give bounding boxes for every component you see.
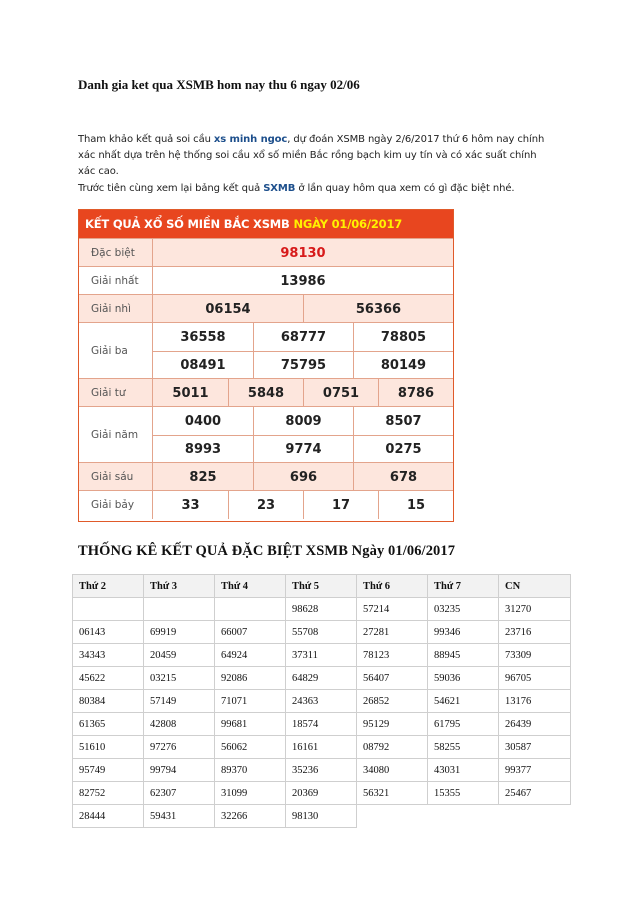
stats-cell: 56062 <box>215 736 286 759</box>
lottery-number: 696 <box>253 463 353 491</box>
lottery-prize-label: Giải năm <box>79 407 153 463</box>
lottery-number: 13986 <box>280 273 326 289</box>
lottery-number: 36558 <box>180 329 226 345</box>
table-row <box>73 667 571 690</box>
stats-cell: 99377 <box>499 759 571 782</box>
intro2-text-post: ở lần quay hôm qua xem có gì đặc biệt nhé. <box>295 183 515 194</box>
stats-cell: 73309 <box>499 644 571 667</box>
lottery-number: 98130 <box>153 239 453 267</box>
lottery-number: 8507 <box>353 407 453 435</box>
stats-cell: 98130 <box>286 805 357 828</box>
stats-cell: 57149 <box>144 690 215 713</box>
intro2-text-pre: Trước tiên cùng xem lại bảng kết quả <box>78 183 264 194</box>
stats-cell: 66007 <box>215 621 286 644</box>
stats-cell: 30587 <box>499 736 571 759</box>
stats-cell: 56321 <box>357 782 428 805</box>
stats-cell: 88945 <box>428 644 499 667</box>
lottery-row <box>79 490 453 519</box>
stats-cell: 35236 <box>286 759 357 782</box>
stats-header-cell: CN <box>499 575 571 598</box>
lottery-number: 0751 <box>303 379 378 407</box>
stats-cell: 23716 <box>499 621 571 644</box>
stats-title: THỐNG KÊ KẾT QUẢ ĐẶC BIỆT XSMB Ngày 01/06/2017 <box>78 543 456 559</box>
stats-cell: 42808 <box>144 713 215 736</box>
lottery-header-date: NGÀY 01/06/2017 <box>293 217 403 231</box>
stats-cell: 18574 <box>286 713 357 736</box>
lottery-row <box>79 266 453 295</box>
stats-cell: 55708 <box>286 621 357 644</box>
lottery-number: 8786 <box>378 379 453 407</box>
stats-cell: 58255 <box>428 736 499 759</box>
table-row <box>73 805 571 828</box>
lottery-prize-label: Giải nhất <box>79 267 153 295</box>
table-row <box>73 644 571 667</box>
lottery-header <box>79 210 453 238</box>
stats-cell: 28444 <box>73 805 144 828</box>
stats-cell: 99794 <box>144 759 215 782</box>
stats-cell: 95749 <box>73 759 144 782</box>
special-stats-table <box>72 574 571 828</box>
stats-cell: 71071 <box>215 690 286 713</box>
lottery-number: 5848 <box>228 379 303 407</box>
stats-cell: 13176 <box>499 690 571 713</box>
lottery-number: 0275 <box>353 435 453 463</box>
stats-cell: 31099 <box>215 782 286 805</box>
stats-header-cell: Thứ 3 <box>144 575 215 598</box>
stats-header-cell: Thứ 6 <box>357 575 428 598</box>
stats-cell: 64924 <box>215 644 286 667</box>
stats-empty-cell <box>357 805 428 828</box>
lottery-prize-label: Giải tư <box>79 379 153 407</box>
lottery-prize-label: Đặc biệt <box>79 239 153 267</box>
stats-cell: 45622 <box>73 667 144 690</box>
stats-cell: 82752 <box>73 782 144 805</box>
lottery-row <box>79 238 453 267</box>
stats-cell: 59431 <box>144 805 215 828</box>
stats-cell: 95129 <box>357 713 428 736</box>
stats-cell <box>73 598 144 621</box>
stats-cell <box>144 598 215 621</box>
stats-cell: 20369 <box>286 782 357 805</box>
table-row <box>73 621 571 644</box>
stats-cell: 98628 <box>286 598 357 621</box>
lottery-row <box>79 378 453 407</box>
xs-minh-ngoc-link[interactable]: xs minh ngoc <box>213 134 288 145</box>
lottery-prize-label: Giải sáu <box>79 463 153 491</box>
stats-cell: 78123 <box>357 644 428 667</box>
stats-cell: 97276 <box>144 736 215 759</box>
lottery-number: 8009 <box>253 407 353 435</box>
lottery-row <box>79 462 453 491</box>
article-title: Danh gia ket qua XSMB hom nay thu 6 ngay 02/06 <box>78 77 360 92</box>
stats-cell: 96705 <box>499 667 571 690</box>
lottery-number: 23 <box>228 491 303 519</box>
stats-cell: 15355 <box>428 782 499 805</box>
stats-cell: 56407 <box>357 667 428 690</box>
stats-cell: 69919 <box>144 621 215 644</box>
lottery-row <box>79 406 453 463</box>
stats-cell: 08792 <box>357 736 428 759</box>
table-row <box>73 759 571 782</box>
stats-cell: 43031 <box>428 759 499 782</box>
stats-cell: 26439 <box>499 713 571 736</box>
table-row <box>73 690 571 713</box>
stats-cell: 99346 <box>428 621 499 644</box>
table-row <box>73 713 571 736</box>
lottery-prize-label: Giải ba <box>79 323 153 379</box>
lottery-row <box>79 322 453 379</box>
stats-cell: 32266 <box>215 805 286 828</box>
stats-cell: 34080 <box>357 759 428 782</box>
lottery-header-title: KẾT QUẢ XỔ SỐ MIỀN BẮC XSMB <box>85 217 290 231</box>
lottery-number: 9774 <box>253 435 353 463</box>
stats-cell: 26852 <box>357 690 428 713</box>
stats-cell: 06143 <box>73 621 144 644</box>
stats-cell: 61365 <box>73 713 144 736</box>
lottery-number: 78805 <box>353 323 453 351</box>
stats-cell: 34343 <box>73 644 144 667</box>
lottery-number: 825 <box>153 463 253 491</box>
stats-cell <box>215 598 286 621</box>
stats-cell: 54621 <box>428 690 499 713</box>
intro-paragraph <box>78 132 548 180</box>
lottery-number: 33 <box>181 497 200 513</box>
stats-header-cell: Thứ 2 <box>73 575 144 598</box>
stats-header-row <box>73 575 571 598</box>
stats-cell: 92086 <box>215 667 286 690</box>
lottery-number: 08491 <box>153 351 253 379</box>
sxmb-link[interactable]: SXMB <box>263 183 296 194</box>
lottery-number: 06154 <box>153 295 303 323</box>
lottery-row <box>79 294 453 323</box>
lottery-number: 15 <box>378 491 453 519</box>
lottery-prize-label: Giải bảy <box>79 491 153 519</box>
stats-cell: 03215 <box>144 667 215 690</box>
stats-cell: 61795 <box>428 713 499 736</box>
stats-cell: 51610 <box>73 736 144 759</box>
stats-header-cell: Thứ 4 <box>215 575 286 598</box>
stats-cell: 62307 <box>144 782 215 805</box>
lottery-number: 0400 <box>184 413 222 429</box>
stats-cell: 80384 <box>73 690 144 713</box>
table-row <box>73 598 571 621</box>
lottery-number: 75795 <box>253 351 353 379</box>
lottery-result-image <box>78 209 454 522</box>
stats-cell: 25467 <box>499 782 571 805</box>
stats-cell: 03235 <box>428 598 499 621</box>
lottery-number: 17 <box>303 491 378 519</box>
stats-header-cell: Thứ 7 <box>428 575 499 598</box>
table-row <box>73 782 571 805</box>
stats-empty-cell <box>499 805 571 828</box>
lottery-number: 678 <box>353 463 453 491</box>
stats-cell: 37311 <box>286 644 357 667</box>
stats-cell: 31270 <box>499 598 571 621</box>
stats-header-cell: Thứ 5 <box>286 575 357 598</box>
lottery-number: 68777 <box>253 323 353 351</box>
stats-cell: 57214 <box>357 598 428 621</box>
stats-empty-cell <box>428 805 499 828</box>
intro-text-pre: Tham khảo kết quả soi cầu <box>78 134 214 145</box>
stats-cell: 27281 <box>357 621 428 644</box>
stats-cell: 99681 <box>215 713 286 736</box>
stats-cell: 24363 <box>286 690 357 713</box>
stats-cell: 59036 <box>428 667 499 690</box>
stats-cell: 64829 <box>286 667 357 690</box>
stats-cell: 20459 <box>144 644 215 667</box>
lottery-number: 80149 <box>353 351 453 379</box>
stats-cell: 16161 <box>286 736 357 759</box>
lottery-number: 8993 <box>153 435 253 463</box>
table-row <box>73 736 571 759</box>
intro-text-post: , dự đoán XSMB ngày 2/6/2017 thứ 6 hôm nay chính xác nhất dựa trên hệ thống soi cầu xổ số miền Bắc rồng bạch kim uy tín và có xác suất chính xác cao. <box>78 134 545 177</box>
lottery-prize-label: Giải nhì <box>79 295 153 323</box>
intro-paragraph-2 <box>78 181 548 197</box>
lottery-number: 5011 <box>153 379 228 407</box>
stats-cell: 89370 <box>215 759 286 782</box>
lottery-number: 56366 <box>303 295 453 323</box>
